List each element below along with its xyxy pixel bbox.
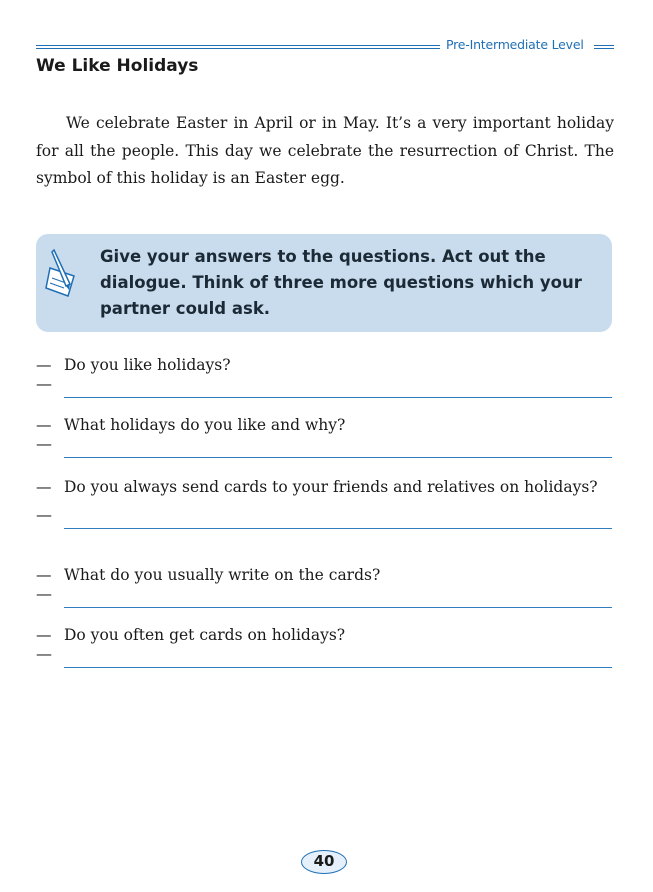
answer-line-5[interactable]	[36, 644, 612, 674]
level-label: Pre-Intermediate Level	[446, 37, 584, 52]
dash: —	[36, 374, 52, 393]
question-text: What do you usually write on the cards?	[64, 566, 381, 584]
paragraph-text: We celebrate Easter in April or in May. It’s a very important holiday for all the people. This day we celebrate the resurrection of Christ. The symbol of this holiday is an Easter egg.	[36, 114, 614, 187]
dash: —	[36, 584, 52, 603]
answer-line-1[interactable]	[36, 374, 612, 404]
dash: —	[36, 626, 52, 644]
question-text: Do you like holidays?	[64, 356, 231, 374]
question-text: Do you often get cards on holidays?	[64, 626, 346, 644]
dash: —	[36, 478, 52, 496]
question-text: What holidays do you like and why?	[64, 416, 346, 434]
answer-line-4[interactable]	[36, 584, 612, 614]
question-item-5	[36, 622, 612, 674]
dash: —	[36, 644, 52, 663]
dash: —	[36, 505, 52, 524]
page-number: 40	[301, 850, 347, 874]
task-instruction: Give your answers to the questions. Act out the dialogue. Think of three more questions which your partner could ask.	[100, 247, 582, 318]
dash: —	[36, 434, 52, 453]
header-rule-end	[594, 45, 614, 49]
question-text: Do you always send cards to your friends and relatives on holidays?	[64, 478, 598, 496]
question-item-2	[36, 412, 612, 464]
question-item-1	[36, 352, 612, 404]
answer-line-2[interactable]	[36, 434, 612, 464]
question-item-3	[36, 474, 612, 535]
dash: —	[36, 416, 52, 434]
dash: —	[36, 356, 52, 374]
page-title: We Like Holidays	[36, 56, 199, 76]
dash: —	[36, 566, 52, 584]
level-header	[36, 37, 614, 54]
answer-line-3[interactable]	[36, 505, 612, 535]
task-box	[36, 234, 612, 332]
reading-paragraph	[36, 110, 614, 193]
header-rule	[36, 45, 440, 49]
question-item-4	[36, 562, 612, 614]
pen-writing-icon	[44, 246, 90, 298]
